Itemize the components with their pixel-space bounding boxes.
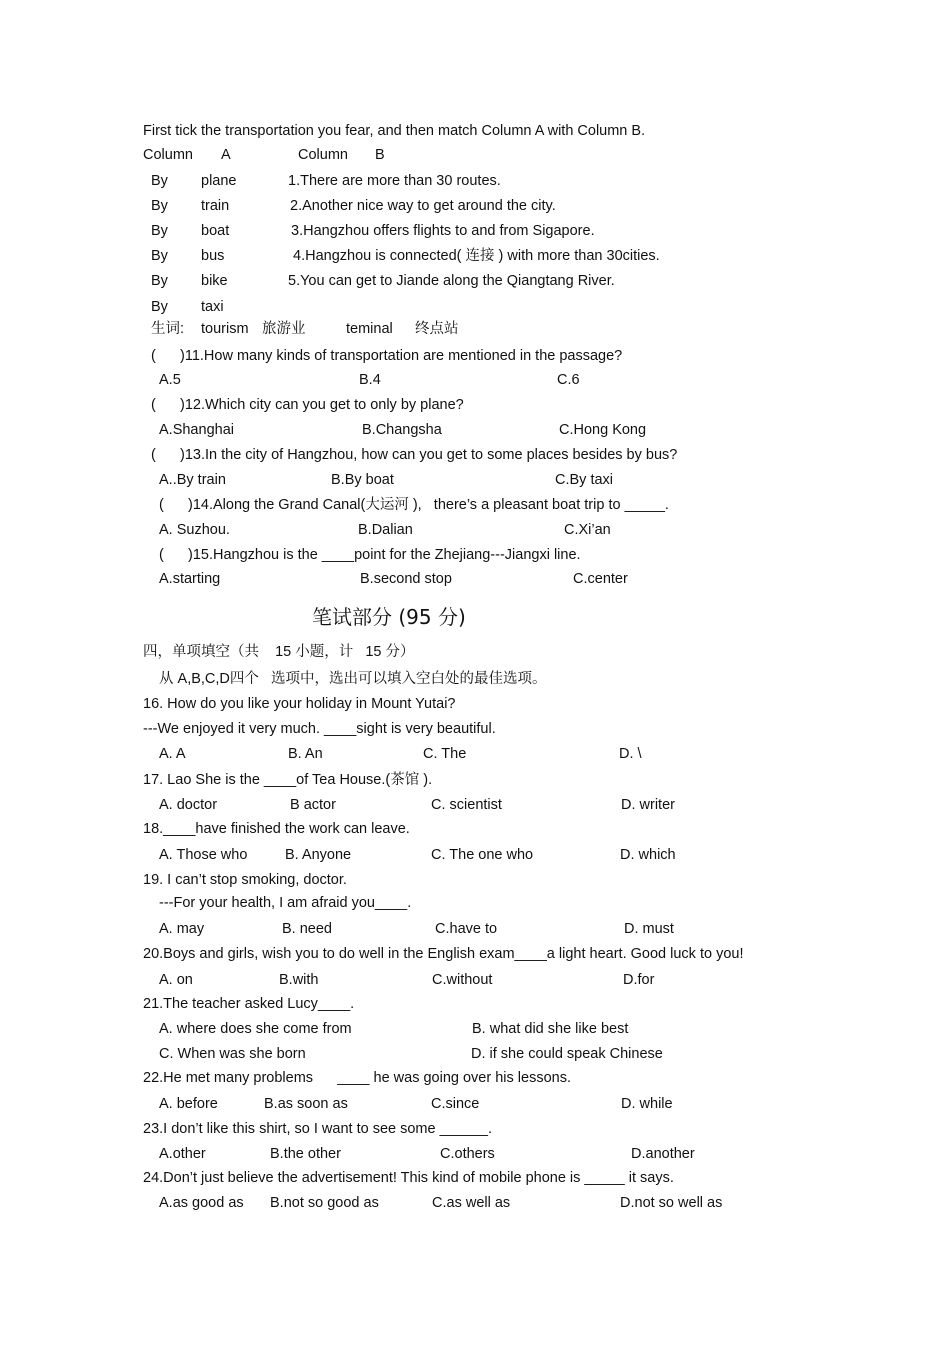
match-mode: taxi — [201, 299, 224, 315]
option-c: C.center — [573, 571, 628, 587]
option-b: B.not so good as — [270, 1195, 379, 1211]
option-d: D. \ — [619, 746, 642, 762]
option-b: B.as soon as — [264, 1096, 348, 1112]
question-stem: 23.I don’t like this shirt, so I want to see some ______. — [143, 1121, 492, 1137]
option-d: D. writer — [621, 797, 675, 813]
match-mode: plane — [201, 173, 237, 189]
option-b: B.4 — [359, 372, 381, 388]
match-by: By — [151, 248, 168, 264]
match-mode: train — [201, 198, 230, 214]
question-stem: 20.Boys and girls, wish you to do well in the English exam____a light heart. Good luck to you! — [143, 946, 744, 962]
option-d: D.not so well as — [620, 1195, 723, 1211]
question-stem: ( )14.Along the Grand Canal(大运河 ), there’s a pleasant boat trip to _____. — [159, 497, 669, 513]
option-d: D. which — [620, 847, 676, 863]
question-stem-line2: ---We enjoyed it very much. ____sight is very beautiful. — [143, 721, 496, 737]
option-c: C.By taxi — [555, 472, 614, 488]
vocab-label: 生词: — [151, 321, 185, 337]
option-a: A. A — [159, 746, 186, 762]
option-c: C. The — [423, 746, 467, 762]
option-a: A. on — [159, 972, 193, 988]
option-c: C.have to — [435, 921, 498, 937]
option-c: C.as well as — [432, 1195, 511, 1211]
match-statement: 1.There are more than 30 routes. — [288, 173, 501, 189]
match-mode: bike — [201, 273, 228, 289]
question-stem: ( )15.Hangzhou is the ____point for the Zhejiang---Jiangxi line. — [159, 547, 581, 563]
option-b: B.Changsha — [362, 422, 442, 438]
match-by: By — [151, 299, 168, 315]
match-statement: 4.Hangzhou is connected( 连接 ) with more than 30cities. — [293, 248, 660, 264]
column-a-letter: A — [221, 147, 231, 163]
vocab-word: teminal — [346, 321, 393, 337]
option-b: B. need — [282, 921, 332, 937]
option-d: D. while — [621, 1096, 673, 1112]
question-stem: ( )11.How many kinds of transportation are mentioned in the passage? — [151, 348, 623, 364]
column-b-letter: B — [375, 147, 385, 163]
question-stem: ( )13.In the city of Hangzhou, how can you get to some places besides by bus? — [151, 447, 678, 463]
match-statement: 3.Hangzhou offers flights to and from Sigapore. — [291, 223, 595, 239]
option-d: D. must — [624, 921, 674, 937]
option-c: C.since — [431, 1096, 480, 1112]
part4-heading: 四，单项填空（共 15 小题，计 15 分） — [143, 644, 415, 660]
option-a: A.5 — [159, 372, 181, 388]
question-stem-line2: ---For your health, I am afraid you____. — [159, 895, 412, 911]
option-a: A..By train — [159, 472, 226, 488]
option-a: A.as good as — [159, 1195, 244, 1211]
option-a: A.other — [159, 1146, 206, 1162]
option-b: B.By boat — [331, 472, 394, 488]
part4-instruction: 从 A,B,C,D四个 选项中，选出可以填入空白处的最佳选项。 — [159, 671, 547, 687]
intro-text: First tick the transportation you fear, and then match Column A with Column B. — [143, 123, 646, 139]
vocab-word: tourism — [201, 321, 249, 337]
question-stem: 22.He met many problems ____ he was going over his lessons. — [143, 1070, 571, 1086]
option-a: A. doctor — [159, 797, 218, 813]
question-stem: 17. Lao She is the ____of Tea House.(茶馆 ). — [143, 772, 433, 788]
option-d: D.for — [623, 972, 655, 988]
option-a: A. before — [159, 1096, 218, 1112]
option-b: B.with — [279, 972, 319, 988]
match-by: By — [151, 198, 168, 214]
question-stem: 16. How do you like your holiday in Mount Yutai? — [143, 696, 456, 712]
column-a-label: Column — [143, 147, 193, 163]
option-c: C.Xi’an — [564, 522, 611, 538]
option-b: B.the other — [270, 1146, 341, 1162]
option-c: C.6 — [557, 372, 580, 388]
option-c: C.without — [432, 972, 493, 988]
question-stem: 19. I can’t stop smoking, doctor. — [143, 872, 347, 888]
option-c: C.Hong Kong — [559, 422, 647, 438]
option-a: A.starting — [159, 571, 221, 587]
option-d: D. if she could speak Chinese — [471, 1046, 663, 1062]
match-by: By — [151, 173, 168, 189]
option-c: C. When was she born — [159, 1046, 306, 1062]
option-a: A. Those who — [159, 847, 248, 863]
option-b: B. Anyone — [285, 847, 352, 863]
match-statement: 5.You can get to Jiande along the Qiangtang River. — [288, 273, 615, 289]
option-a: A. may — [159, 921, 205, 937]
option-b: B. what did she like best — [472, 1021, 629, 1037]
option-c: C. scientist — [431, 797, 502, 813]
match-statement: 2.Another nice way to get around the city. — [290, 198, 556, 214]
question-stem: ( )12.Which city can you get to only by plane? — [151, 397, 464, 413]
option-b: B actor — [290, 797, 336, 813]
question-stem: 24.Don’t just believe the advertisement! This kind of mobile phone is _____ it says. — [143, 1170, 674, 1186]
match-by: By — [151, 273, 168, 289]
match-mode: boat — [201, 223, 230, 239]
option-d: D.another — [631, 1146, 695, 1162]
match-by: By — [151, 223, 168, 239]
section-title: 笔试部分 (95 分) — [312, 605, 466, 629]
option-a: A. Suzhou. — [159, 522, 230, 538]
vocab-meaning: 旅游业 — [262, 321, 306, 337]
option-c: C.others — [440, 1146, 495, 1162]
question-stem: 18.____have finished the work can leave. — [143, 821, 410, 837]
option-b: B.Dalian — [358, 522, 413, 538]
option-c: C. The one who — [431, 847, 534, 863]
option-b: B.second stop — [360, 571, 452, 587]
question-stem: 21.The teacher asked Lucy____. — [143, 996, 355, 1012]
option-a: A.Shanghai — [159, 422, 234, 438]
option-b: B. An — [288, 746, 323, 762]
column-b-label: Column — [298, 147, 348, 163]
option-a: A. where does she come from — [159, 1021, 352, 1037]
match-mode: bus — [201, 248, 225, 264]
vocab-meaning: 终点站 — [415, 321, 459, 337]
